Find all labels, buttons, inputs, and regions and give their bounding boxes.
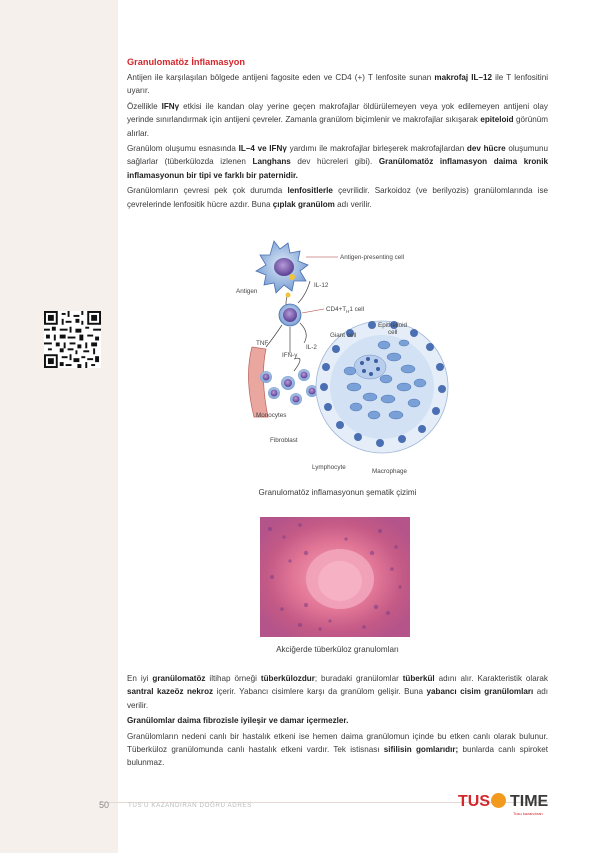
text-run: adını alır. Karakteristik olarak	[434, 674, 548, 683]
tuberculosis-micrograph	[260, 517, 410, 637]
bold-run: Granülomatöz inflamasyon daima kronik inflamasyonun bir tipi ve farklı bir paternidir.	[127, 157, 548, 180]
bold-run: IFNγ	[161, 101, 180, 111]
bold-run: epiteloid	[480, 115, 514, 125]
footer-tagline: TUS'U KAZANDIRAN DOĞRU ADRES	[128, 802, 252, 809]
left-margin-strip	[0, 0, 118, 853]
text-run: etkisi ile kandan olay yerine geçen makrofajlar öldürülemeyen veya yok edilemeyen antijeni olay yerinde sınırlandırmak için antijeni çevreler. Zamanla granülom biçimlenir ve makrofajlar sıkışarak	[127, 101, 548, 125]
label-apc: Antigen-presenting cell	[340, 254, 405, 261]
monocytes	[260, 369, 318, 405]
section-title: Granulomatöz İnflamasyon	[127, 57, 245, 67]
text-run: adı verilir.	[127, 687, 548, 710]
logo-subtitle: Tusu kazandıran	[513, 811, 543, 816]
logo-text-left: TUS	[458, 793, 490, 810]
text-run: içerir. Yabancı cisimlere karşı da granülom gelişir. Buna	[213, 687, 427, 697]
paragraph-6	[127, 714, 548, 727]
label-lymphocyte: Lymphocyte	[312, 464, 346, 471]
figure-caption-1: Granulomatöz inflamasyonun şematik çizimi	[258, 488, 417, 497]
bold-run: makrofaj IL–12	[434, 73, 493, 82]
bold-run: IL–4 ve IFNγ	[238, 144, 287, 154]
bold-run: Granülomlar daima fibrozisle iyileşir ve damar içermezler.	[127, 716, 349, 726]
main-text-block	[127, 56, 548, 213]
cd4-text-end: 1 cell	[349, 306, 365, 313]
bold-run: sifilisin gomlarıdır;	[383, 745, 459, 755]
text-run: adı verilir.	[334, 199, 372, 209]
label-il12: IL-12	[314, 282, 329, 289]
bold-run: santral kazeöz nekroz	[127, 687, 214, 697]
tustime-logo[interactable]	[458, 791, 548, 819]
label-epithelioid-cell: cell	[388, 329, 398, 336]
text-run: Granülomların nedeni canlı bir hastalık etkeni ise hemen daima granülomun içinde bu etken canlı olarak bulunur. Tüberküloz granülomunda canlı hastalık etkeni vardır. Tek istisnası	[127, 731, 548, 755]
bold-run: dev hücre	[466, 144, 506, 154]
figure-caption-2: Akciğerde tüberküloz granulomları	[276, 645, 399, 654]
clock-icon	[491, 793, 506, 808]
label-macrophage: Macrophage	[372, 468, 408, 475]
bold-run: tüberkülozdur	[260, 674, 315, 683]
text-run: Antijen ile karşılaşılan bölgede antijeni fagosite eden ve CD4 (+) T lenfosite sunan	[127, 73, 435, 82]
text-run: görünüm alırlar.	[127, 115, 548, 138]
label-cd4	[326, 306, 364, 314]
bold-run: tüberkül	[402, 674, 435, 683]
qr-code[interactable]	[44, 311, 101, 368]
text-run: ile T lenfositini uyarır.	[127, 73, 548, 96]
paragraph-1	[127, 71, 548, 98]
text-run: bunlarda canlı spiroket bulunmaz.	[127, 745, 548, 768]
paragraph-7	[127, 730, 548, 770]
secondary-text-block	[127, 672, 548, 772]
cd4-subscript: H	[346, 309, 350, 314]
cd4-text: CD4+T	[326, 306, 347, 313]
label-tnf: TNF	[256, 340, 269, 347]
label-monocytes: Monocytes	[256, 412, 287, 419]
granuloma	[316, 321, 448, 453]
text-run: Granülomların çevresi pek çok durumda	[127, 186, 288, 196]
page-number: 50	[99, 800, 110, 810]
cd4-t-cell	[279, 304, 301, 326]
label-il2: IL-2	[306, 344, 317, 351]
text-run: iltihap örneği	[205, 674, 261, 683]
text-run: ; buradaki granülomlar	[314, 674, 403, 683]
granuloma-diagram	[236, 237, 464, 480]
bold-run: granülomatöz	[152, 674, 206, 683]
bold-run: lenfositlerle	[287, 186, 333, 196]
text-run: Granülom oluşumu esnasında	[127, 144, 239, 154]
bold-run: çıplak granülom	[272, 199, 335, 209]
bold-run: Langhans	[252, 157, 291, 167]
label-antigen: Antigen	[236, 288, 258, 295]
label-ifn: IFN-γ	[282, 352, 298, 359]
text-run: En iyi	[127, 674, 153, 683]
paragraph-5	[127, 672, 548, 712]
text-run: Özellikle	[127, 101, 162, 111]
logo-text-right: TIME	[510, 793, 549, 810]
text-run: oluşumunu sağlarlar (tüberkülozda izlenen	[127, 144, 548, 167]
text-run: yardımı ile makrofajlar birleşerek makrofajlardan	[286, 144, 467, 154]
text-run: dev hücreleri gibi).	[290, 157, 379, 167]
text-run: çevrilidir. Sarkoidoz (ve berilyozis) granülomlarında ise çevrelerinde lenfositik hücre azdır. Buna	[127, 186, 548, 209]
label-giant-cell: Giant cell	[330, 332, 357, 339]
paragraph-2	[127, 100, 548, 140]
apc-cell	[256, 241, 308, 293]
paragraph-3	[127, 142, 548, 182]
label-fibroblast: Fibroblast	[270, 437, 298, 444]
bold-run: yabancı cisim granülomları	[426, 687, 534, 697]
label-epithelioid: Epithelioid	[378, 322, 408, 329]
paragraph-4	[127, 184, 548, 211]
